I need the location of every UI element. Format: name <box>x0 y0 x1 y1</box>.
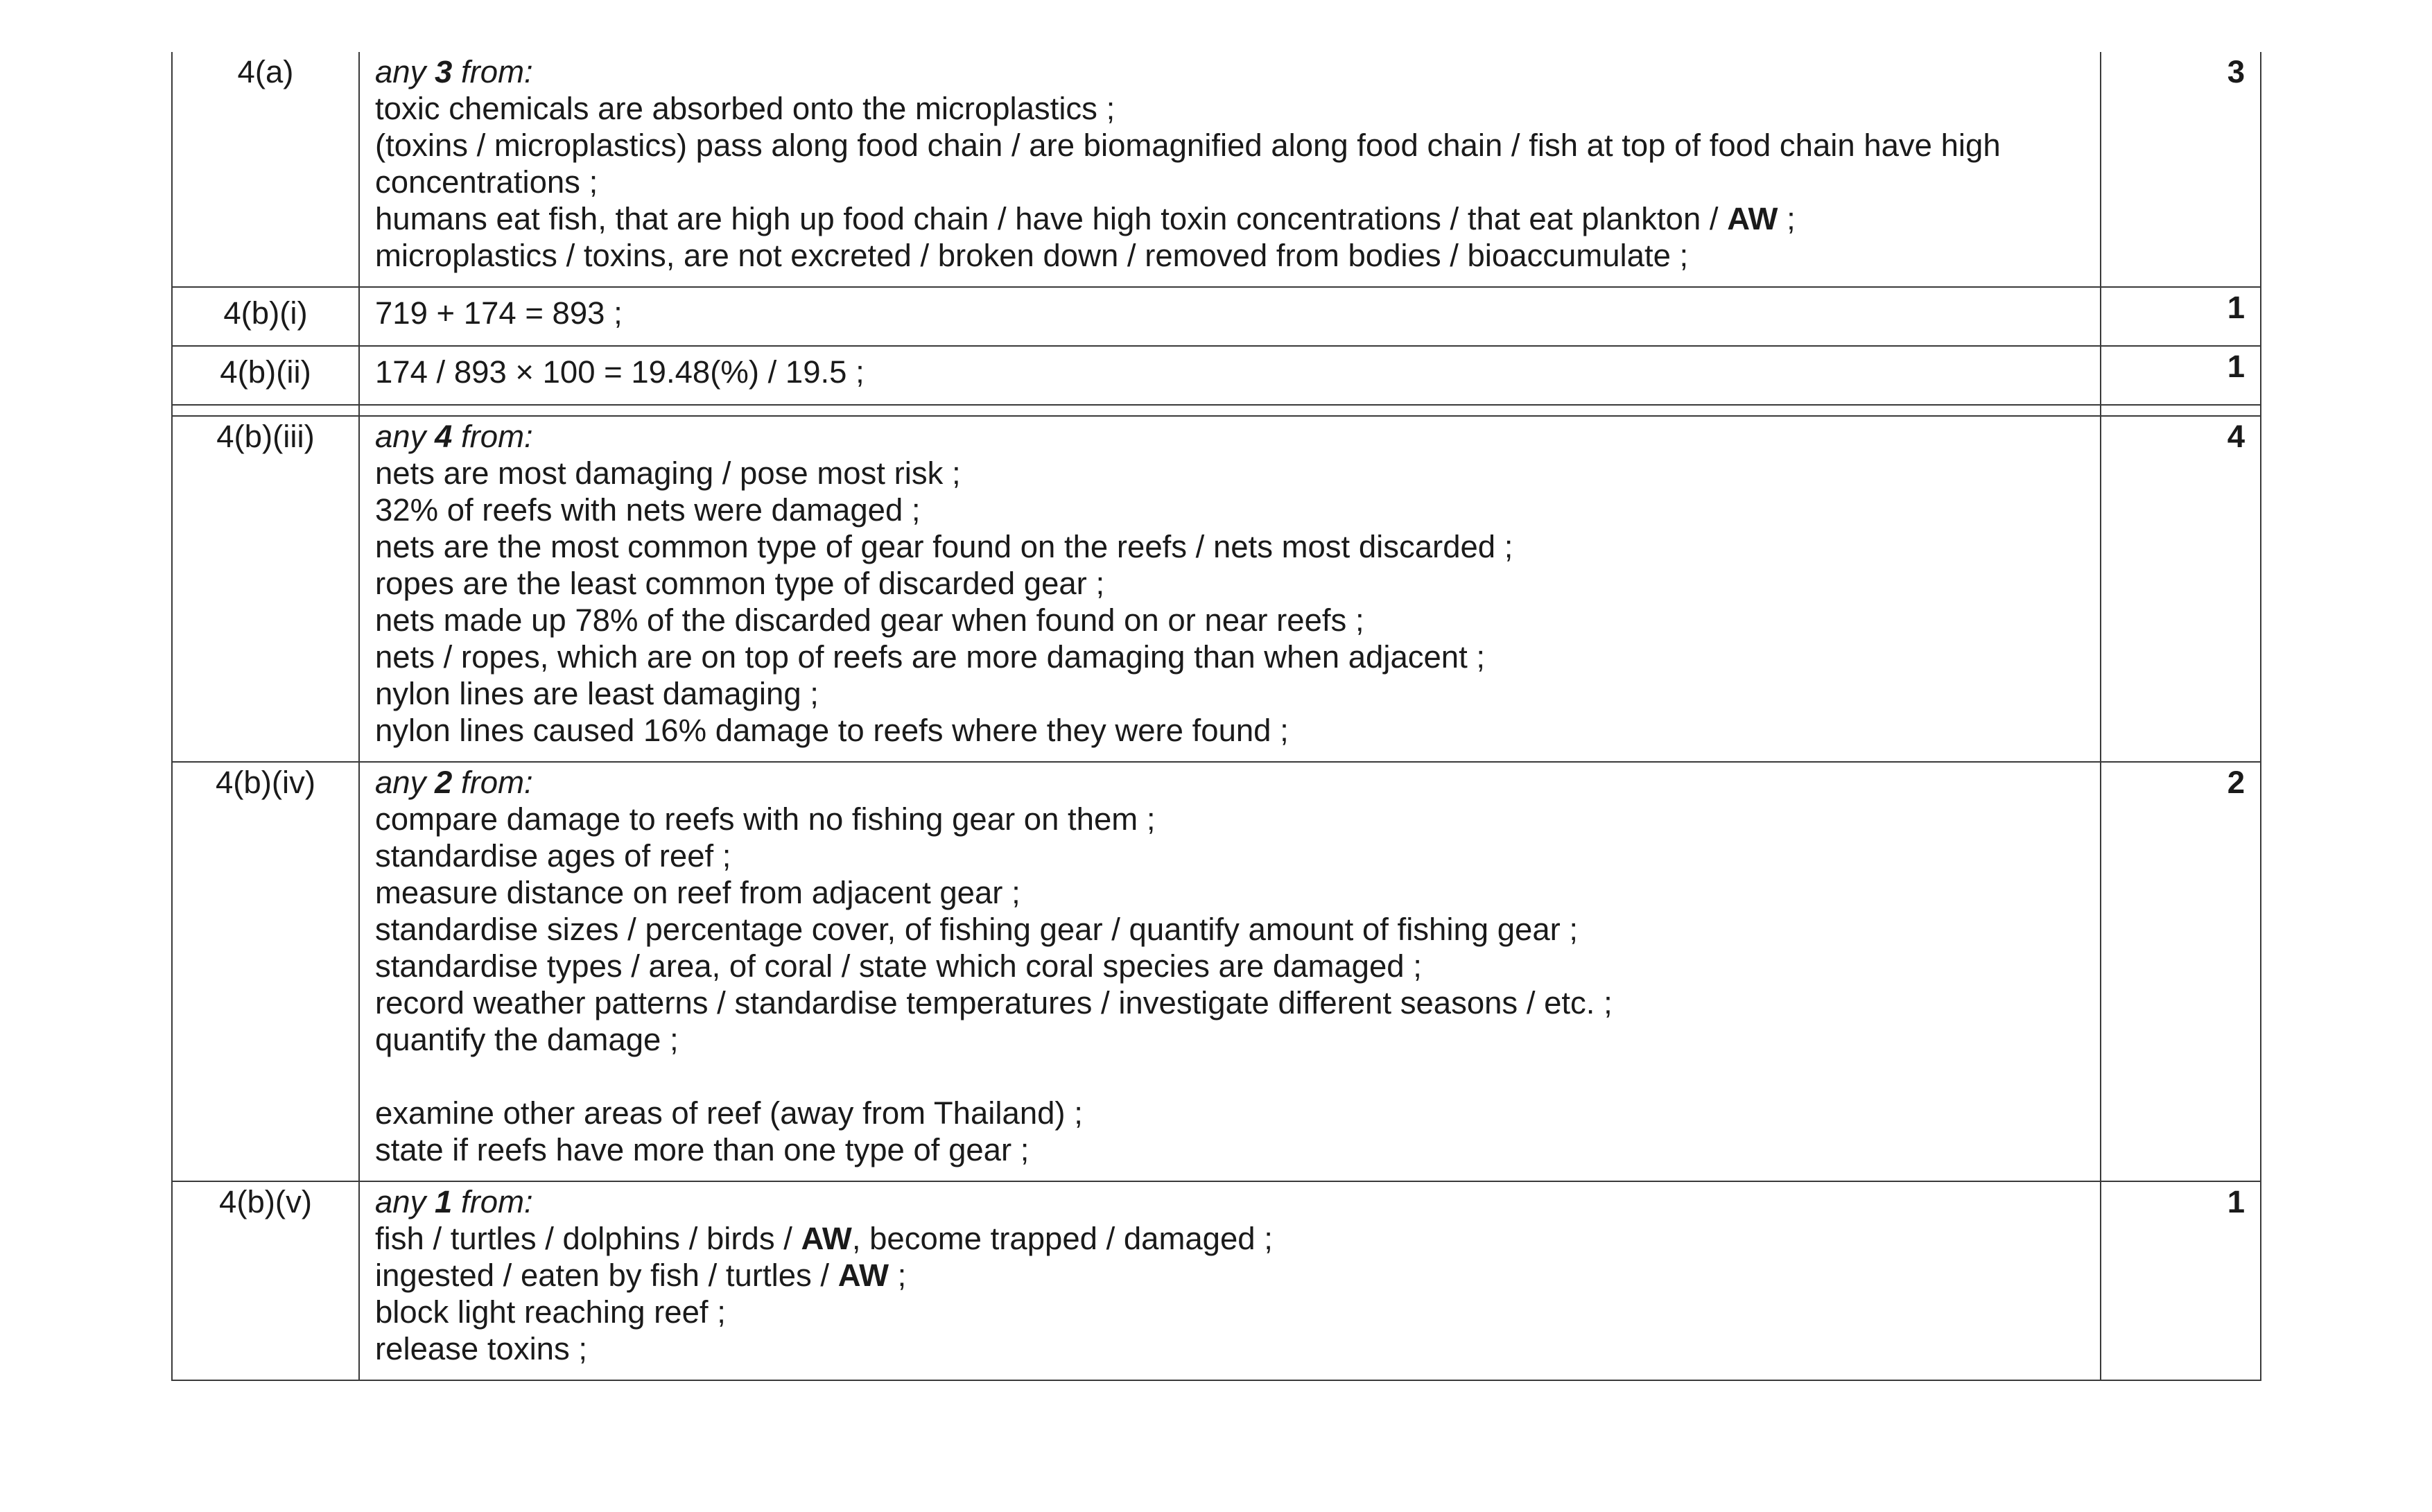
marks-cell <box>2101 1181 2261 1380</box>
question-number: 4(b)(v) <box>219 1184 312 1219</box>
question-cell <box>172 762 359 1181</box>
answer-line: compare damage to reefs with no fishing gear on them ; <box>375 801 1156 837</box>
answer-line: nets are most damaging / pose most risk ; <box>375 455 961 491</box>
answer-intro: any 3 from: <box>375 54 533 89</box>
answer-line: nets made up 78% of the discarded gear when found on or near reefs ; <box>375 602 1364 638</box>
answer-line: ingested / eaten by fish / turtles / AW ; <box>375 1258 907 1293</box>
answer-line: toxic chemicals are absorbed onto the microplastics ; <box>375 91 1115 126</box>
answer-line: standardise ages of reef ; <box>375 838 731 874</box>
answer-line: examine other areas of reef (away from Thailand) ; <box>375 1095 1083 1131</box>
question-number: 4(b)(iii) <box>216 419 315 454</box>
answer-cell <box>359 762 2101 1181</box>
question-number: 4(a) <box>237 54 294 89</box>
marks-cell <box>2101 346 2261 405</box>
table-separator <box>172 405 2261 416</box>
marks-value: 1 <box>2227 1184 2245 1219</box>
blank-line <box>375 1058 2100 1095</box>
answer-line: humans eat fish, that are high up food chain / have high toxin concentrations / that eat plankton / AW ; <box>375 201 1796 236</box>
question-cell <box>172 287 359 346</box>
marks-value: 1 <box>2227 349 2245 384</box>
answer-line: quantify the damage ; <box>375 1022 679 1057</box>
answer-line: nets / ropes, which are on top of reefs are more damaging than when adjacent ; <box>375 639 1486 675</box>
answer-cell <box>359 287 2101 346</box>
table-row <box>172 287 2261 346</box>
table-row <box>172 346 2261 405</box>
table-row <box>172 762 2261 1181</box>
answer-line: 32% of reefs with nets were damaged ; <box>375 492 921 528</box>
answer-line: state if reefs have more than one type of gear ; <box>375 1132 1030 1167</box>
answer-line: standardise sizes / percentage cover, of fishing gear / quantify amount of fishing gear ; <box>375 912 1579 947</box>
answer-line: block light reaching reef ; <box>375 1294 726 1330</box>
answer-line: microplastics / toxins, are not excreted / broken down / removed from bodies / bioaccumulate ; <box>375 238 1689 273</box>
marks-cell <box>2101 416 2261 762</box>
answer-line: 719 + 174 = 893 ; <box>375 295 623 331</box>
answer-line: ropes are the least common type of discarded gear ; <box>375 566 1105 601</box>
table-row <box>172 52 2261 287</box>
marks-cell <box>2101 762 2261 1181</box>
question-number: 4(b)(i) <box>223 295 308 331</box>
marks-cell <box>2101 52 2261 287</box>
answer-intro: any 2 from: <box>375 765 533 800</box>
answer-line: concentrations ; <box>375 164 598 200</box>
question-number: 4(b)(iv) <box>215 765 316 800</box>
answer-line: release toxins ; <box>375 1331 588 1366</box>
answer-line: standardise types / area, of coral / state which coral species are damaged ; <box>375 948 1422 984</box>
marks-value: 3 <box>2227 54 2245 89</box>
answer-line: 174 / 893 × 100 = 19.48(%) / 19.5 ; <box>375 354 865 390</box>
marks-value: 4 <box>2227 419 2245 454</box>
answer-line: (toxins / microplastics) pass along food chain / are biomagnified along food chain / fish at top of food chain have high <box>375 128 2001 163</box>
answer-line: nets are the most common type of gear found on the reefs / nets most discarded ; <box>375 529 1513 564</box>
question-cell <box>172 52 359 287</box>
table-row <box>172 416 2261 762</box>
answer-line: nylon lines are least damaging ; <box>375 676 819 711</box>
answer-line: measure distance on reef from adjacent gear ; <box>375 875 1020 910</box>
mark-scheme-table <box>171 52 2261 1381</box>
marks-cell <box>2101 287 2261 346</box>
question-number: 4(b)(ii) <box>220 354 311 390</box>
answer-cell <box>359 1181 2101 1380</box>
marks-value: 2 <box>2227 765 2245 800</box>
answer-cell <box>359 416 2101 762</box>
answer-cell <box>359 346 2101 405</box>
answer-intro: any 1 from: <box>375 1184 533 1219</box>
answer-line: record weather patterns / standardise temperatures / investigate different seasons / etc. ; <box>375 985 1613 1020</box>
mark-scheme-page <box>171 52 2261 1381</box>
separator-cell <box>2101 405 2261 416</box>
marks-value: 1 <box>2227 290 2245 325</box>
separator-cell <box>359 405 2101 416</box>
question-cell <box>172 1181 359 1380</box>
question-cell <box>172 346 359 405</box>
table-row <box>172 1181 2261 1380</box>
answer-line: nylon lines caused 16% damage to reefs where they were found ; <box>375 713 1289 748</box>
answer-line: fish / turtles / dolphins / birds / AW, become trapped / damaged ; <box>375 1221 1273 1256</box>
separator-cell <box>172 405 359 416</box>
answer-cell <box>359 52 2101 287</box>
answer-intro: any 4 from: <box>375 419 533 454</box>
question-cell <box>172 416 359 762</box>
